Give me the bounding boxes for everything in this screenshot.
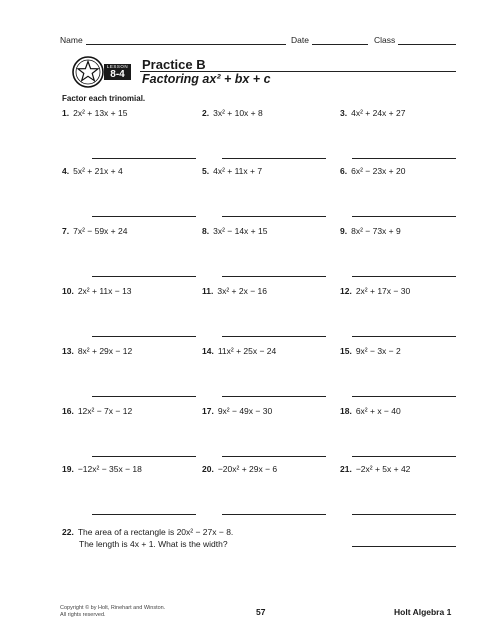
name-label: Name [60, 35, 83, 45]
problem-5 [202, 166, 262, 176]
name-field-line[interactable] [86, 44, 286, 45]
problem-expression: 4x² + 11x + 7 [213, 166, 263, 176]
problem-number: 14. [202, 346, 214, 356]
problem-expression: 3x² + 10x + 8 [213, 108, 263, 118]
lesson-badge-label: LESSON [106, 64, 129, 69]
problem-18 [340, 406, 401, 416]
answer-line-21[interactable] [352, 514, 456, 515]
problem-expression: 11x² + 25x − 24 [217, 346, 277, 356]
problem-number: 19. [62, 464, 74, 474]
problem-21 [340, 464, 410, 474]
problem-number: 12. [340, 286, 352, 296]
problem-13 [62, 346, 132, 356]
problem-12 [340, 286, 410, 296]
problem-expression: 12x² − 7x − 12 [77, 406, 133, 416]
answer-line-14[interactable] [222, 396, 326, 397]
problem-3 [340, 108, 405, 118]
answer-line-19[interactable] [92, 514, 196, 515]
answer-line-12[interactable] [352, 336, 456, 337]
copyright [60, 605, 165, 619]
book-title: Holt Algebra 1 [394, 607, 452, 617]
problem-expression: 6x² + x − 40 [355, 406, 401, 416]
answer-line-16[interactable] [92, 456, 196, 457]
instructions: Factor each trinomial. [62, 94, 146, 103]
problem-8 [202, 226, 267, 236]
problem-4 [62, 166, 123, 176]
problem-number: 8. [202, 226, 210, 236]
problem-7 [62, 226, 127, 236]
answer-line-6[interactable] [352, 216, 456, 217]
answer-line-20[interactable] [222, 514, 326, 515]
problem-number: 6. [340, 166, 348, 176]
answer-line-15[interactable] [352, 396, 456, 397]
problem-11 [202, 286, 267, 296]
lesson-badge [104, 64, 131, 80]
answer-line-11[interactable] [222, 336, 326, 337]
answer-line-5[interactable] [222, 216, 326, 217]
date-field-line[interactable] [312, 44, 368, 45]
lesson-number: 8-4 [110, 69, 125, 80]
page-subtitle: Factoring ax² + bx + c [142, 72, 271, 86]
problem-expression: 6x² − 23x + 20 [351, 166, 406, 176]
answer-line-4[interactable] [92, 216, 196, 217]
answer-line-7[interactable] [92, 276, 196, 277]
problem-expression: 2x² + 17x − 30 [355, 286, 411, 296]
problem-number: 5. [202, 166, 210, 176]
class-label: Class [374, 35, 396, 45]
problem-expression: 9x² − 49x − 30 [217, 406, 273, 416]
problem-number: 3. [340, 108, 348, 118]
answer-line-17[interactable] [222, 456, 326, 457]
answer-line-22[interactable] [352, 546, 456, 547]
problem-number: 7. [62, 226, 70, 236]
problem-16 [62, 406, 132, 416]
copyright-line-2: All rights reserved. [60, 612, 106, 618]
answer-line-8[interactable] [222, 276, 326, 277]
star-seal-icon [72, 56, 104, 88]
problem-15 [340, 346, 401, 356]
problem-expression: 4x² + 24x + 27 [351, 108, 406, 118]
problem-number: 16. [62, 406, 74, 416]
problem-expression: 3x² − 14x + 15 [213, 226, 268, 236]
problem-14 [202, 346, 276, 356]
problem-number: 9. [340, 226, 348, 236]
problem-expression: 2x² + 13x + 15 [73, 108, 128, 118]
problem-expression: 9x² − 3x − 2 [355, 346, 401, 356]
problem-10 [62, 286, 132, 296]
problem-9 [340, 226, 401, 236]
problem-number: 15. [340, 346, 352, 356]
problem-2 [202, 108, 263, 118]
problem-expression: 3x² + 2x − 16 [217, 286, 267, 296]
copyright-line-1: Copyright © by Holt, Rinehart and Winston. [60, 605, 166, 611]
problem-number: 13. [62, 346, 74, 356]
problem-number: 20. [202, 464, 214, 474]
page-number: 57 [256, 607, 266, 617]
problem-20 [202, 464, 277, 474]
word-problem-line2 [79, 539, 228, 549]
answer-line-9[interactable] [352, 276, 456, 277]
word-problem-text-1: The area of a rectangle is 20x² − 27x − 8. [77, 527, 234, 537]
problem-expression: 7x² − 59x + 24 [73, 226, 128, 236]
class-field-line[interactable] [398, 44, 456, 45]
problem-expression: 8x² − 73x + 9 [351, 226, 401, 236]
answer-line-13[interactable] [92, 396, 196, 397]
problem-17 [202, 406, 272, 416]
problem-number: 2. [202, 108, 210, 118]
problem-number: 18. [340, 406, 352, 416]
problem-19 [62, 464, 142, 474]
word-problem-line1 [62, 527, 233, 537]
word-problem-text-2: The length is 4x + 1. What is the width? [79, 539, 228, 549]
problem-number: 4. [62, 166, 70, 176]
problem-1 [62, 108, 127, 118]
problem-expression: 2x² + 11x − 13 [77, 286, 132, 296]
answer-line-3[interactable] [352, 158, 456, 159]
problem-expression: 5x² + 21x + 4 [73, 166, 123, 176]
answer-line-1[interactable] [92, 158, 196, 159]
problem-number: 10. [62, 286, 74, 296]
problem-expression: −2x² + 5x + 42 [355, 464, 411, 474]
problem-expression: −12x² − 35x − 18 [77, 464, 142, 474]
problem-expression: 8x² + 29x − 12 [77, 346, 133, 356]
answer-line-18[interactable] [352, 456, 456, 457]
problem-number: 1. [62, 108, 70, 118]
problem-6 [340, 166, 405, 176]
page-title: Practice B [142, 57, 206, 72]
problem-number: 11. [202, 286, 214, 296]
date-label: Date [291, 35, 309, 45]
answer-line-10[interactable] [92, 336, 196, 337]
problem-number: 21. [340, 464, 352, 474]
problem-number: 17. [202, 406, 214, 416]
problem-expression: −20x² + 29x − 6 [217, 464, 278, 474]
word-problem-number: 22. [62, 527, 74, 537]
answer-line-2[interactable] [222, 158, 326, 159]
